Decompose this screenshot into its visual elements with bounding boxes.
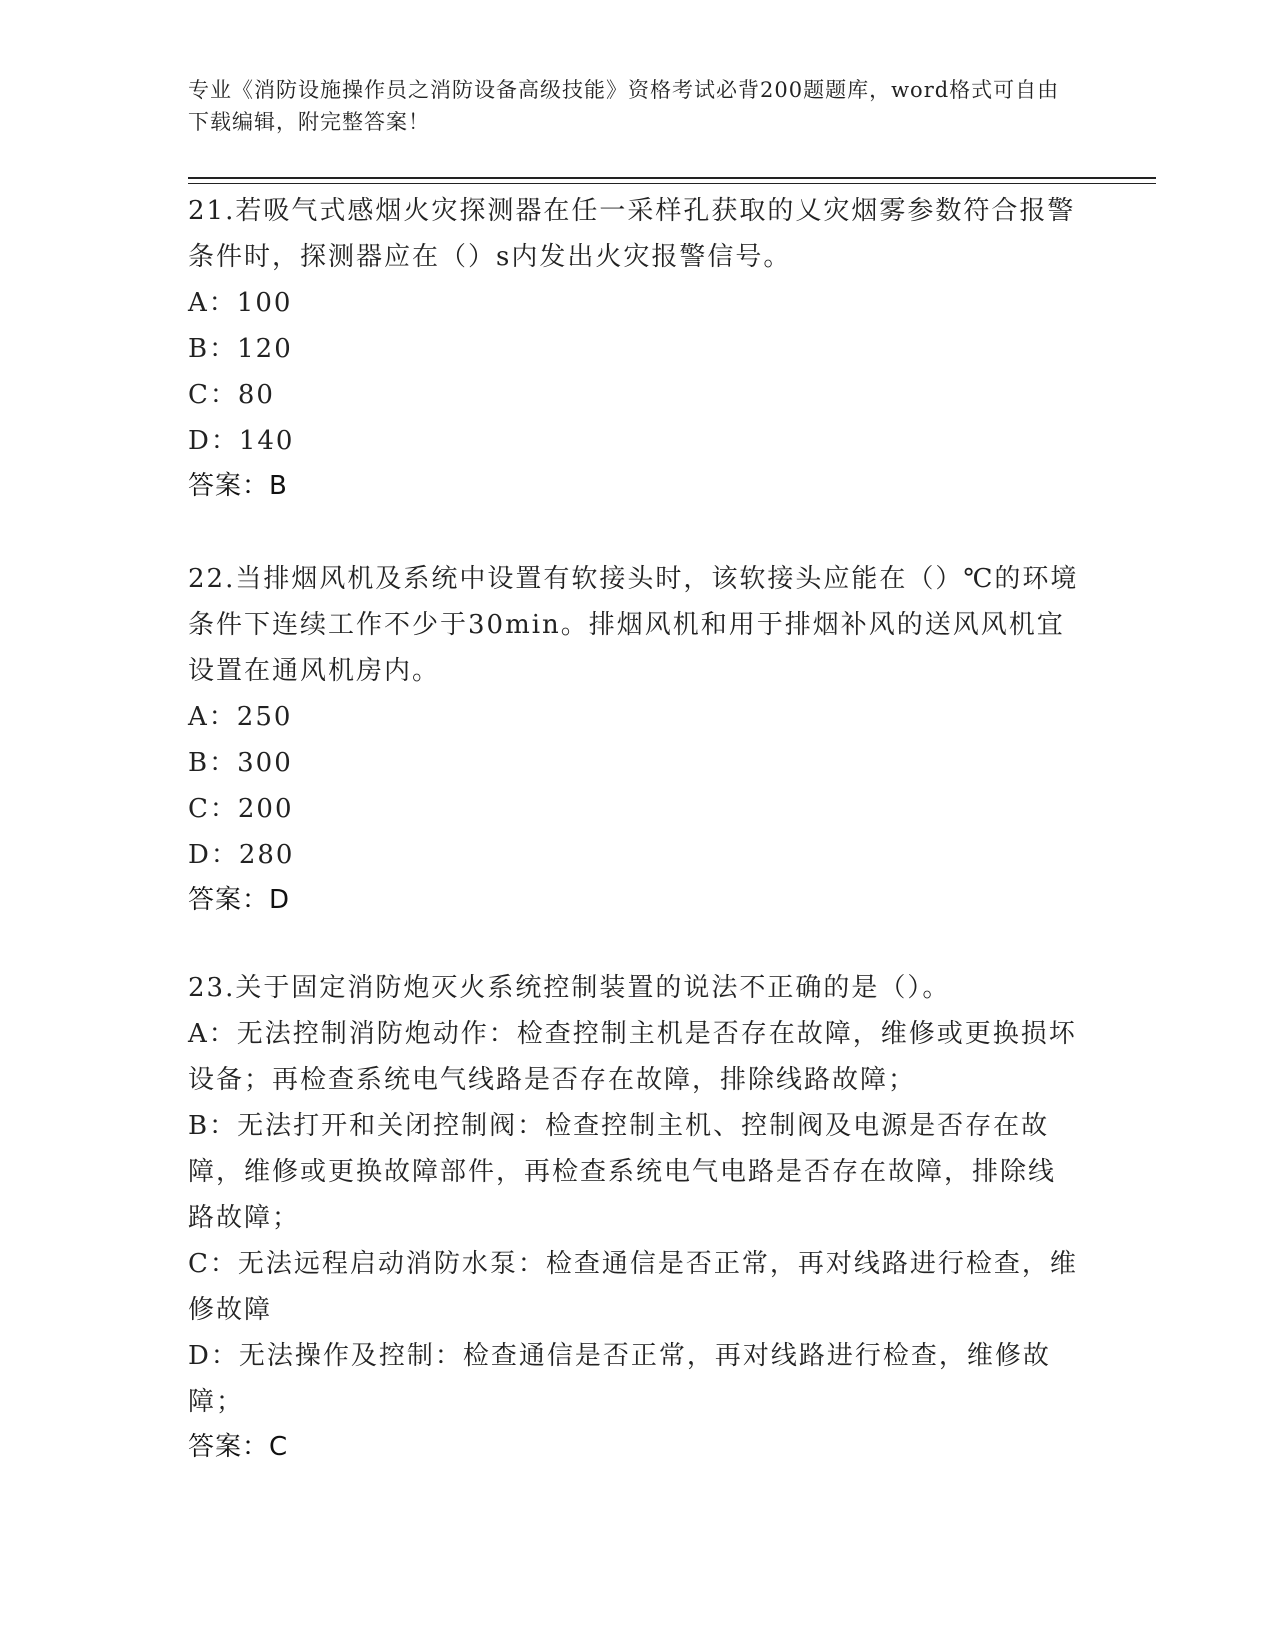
question-text: 23.关于固定消防炮灭火系统控制装置的说法不正确的是（）。 [188, 973, 951, 1003]
question-22 [188, 556, 1083, 922]
option-a: A：100 [188, 288, 293, 318]
question-21 [188, 188, 1083, 508]
header-divider-thick [188, 177, 1156, 179]
option-c: C：200 [188, 794, 294, 824]
answer-label: 答案：C [188, 1432, 289, 1462]
option-b: B：无法打开和关闭控制阀：检查控制主机、控制阀及电源是否存在故障，维修或更换故障部件，再检查系统电气电路是否存在故障，排除线路故障； [188, 1111, 1057, 1233]
header-divider-thin [188, 183, 1156, 184]
option-d: D：无法操作及控制：检查通信是否正常，再对线路进行检查，维修故障； [188, 1341, 1051, 1417]
question-23 [188, 965, 1083, 1469]
option-b: B：300 [188, 748, 293, 778]
document-intro: 专业《消防设施操作员之消防设备高级技能》资格考试必背200题题库，word格式可自由下载编辑，附完整答案！ [188, 78, 1060, 134]
option-a: A：无法控制消防炮动作：检查控制主机是否存在故障，维修或更换损坏设备；再检查系统电气线路是否存在故障，排除线路故障； [188, 1019, 1077, 1095]
option-a: A：250 [188, 702, 293, 732]
option-d: D：140 [188, 426, 295, 456]
option-b: B：120 [188, 334, 293, 364]
question-text: 22.当排烟风机及系统中设置有软接头时，该软接头应能在（）℃的环境条件下连续工作不少于30min。排烟风机和用于排烟补风的送风风机宜设置在通风机房内。 [188, 564, 1079, 686]
option-d: D：280 [188, 840, 295, 870]
answer-label: 答案：D [188, 885, 291, 915]
option-c: C：无法远程启动消防水泵：检查通信是否正常，再对线路进行检查，维修故障 [188, 1249, 1078, 1325]
option-c: C：80 [188, 380, 275, 410]
question-text: 21.若吸气式感烟火灾探测器在任一采样孔获取的乂灾烟雾参数符合报警条件时，探测器应在（）s内发出火灾报警信号。 [188, 196, 1076, 272]
answer-label: 答案：B [188, 471, 288, 501]
